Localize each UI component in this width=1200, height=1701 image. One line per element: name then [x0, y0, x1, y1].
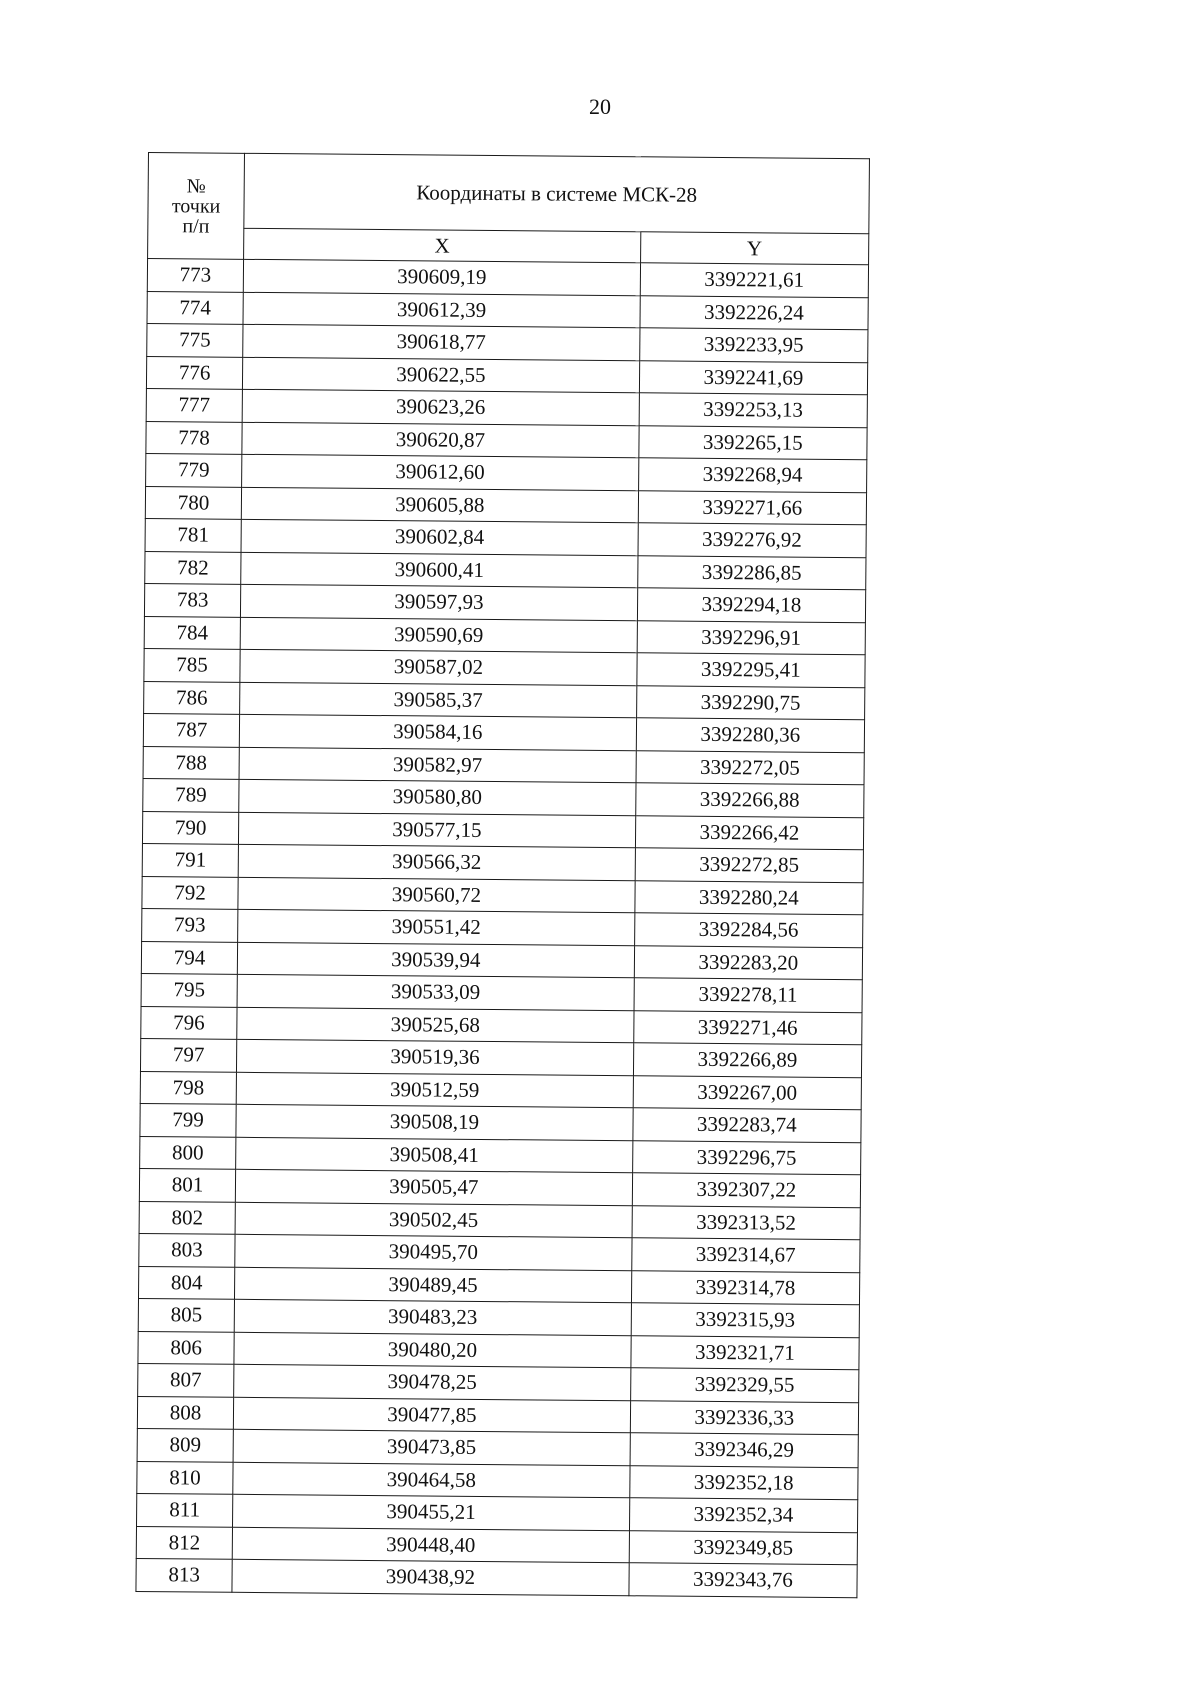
y-coordinate-cell: 3392329,55 — [630, 1368, 859, 1402]
point-number-header-line: № — [186, 174, 206, 198]
y-coordinate-cell: 3392283,74 — [633, 1108, 862, 1142]
point-number-cell: 797 — [140, 1038, 236, 1071]
x-coordinate-cell: 390519,36 — [237, 1039, 634, 1075]
point-number-cell: 807 — [138, 1363, 234, 1396]
y-coordinate-cell: 3392276,92 — [638, 523, 867, 557]
y-coordinate-cell: 3392278,11 — [634, 978, 863, 1012]
x-coordinate-cell: 390508,41 — [236, 1137, 633, 1173]
y-coordinate-cell: 3392296,75 — [632, 1140, 861, 1174]
y-coordinate-cell: 3392233,95 — [639, 328, 868, 362]
y-coordinate-cell: 3392272,85 — [635, 848, 864, 882]
y-coordinate-cell: 3392295,41 — [637, 653, 866, 687]
x-coordinate-cell: 390505,47 — [235, 1169, 632, 1205]
x-coordinate-cell: 390580,80 — [239, 779, 636, 815]
x-coordinate-cell: 390480,20 — [234, 1332, 631, 1368]
point-number-cell: 785 — [144, 648, 240, 681]
x-coordinate-cell: 390539,94 — [237, 942, 634, 978]
x-coordinate-cell: 390508,19 — [236, 1104, 633, 1140]
x-coordinate-cell: 390512,59 — [236, 1072, 633, 1108]
y-coordinate-cell: 3392280,24 — [635, 880, 864, 914]
point-number-cell: 791 — [142, 843, 238, 876]
point-number-cell: 783 — [144, 583, 240, 616]
point-number-cell: 788 — [143, 746, 239, 779]
y-coordinate-cell: 3392336,33 — [630, 1400, 859, 1434]
y-coordinate-cell: 3392272,05 — [636, 750, 865, 784]
x-coordinate-cell: 390584,16 — [239, 714, 636, 750]
y-coordinate-cell: 3392268,94 — [638, 458, 867, 492]
point-number-cell: 779 — [146, 453, 242, 486]
y-coordinate-cell: 3392313,52 — [632, 1205, 861, 1239]
coordinates-system-header: Координаты в системе МСК-28 — [244, 153, 870, 233]
x-coordinate-cell: 390560,72 — [238, 877, 635, 913]
point-number-cell: 782 — [145, 551, 241, 584]
y-coordinate-cell: 3392241,69 — [639, 360, 868, 394]
x-coordinate-cell: 390605,88 — [241, 487, 638, 523]
point-number-cell: 781 — [145, 518, 241, 551]
y-coordinate-cell: 3392343,76 — [629, 1563, 858, 1597]
y-coordinate-cell: 3392296,91 — [637, 620, 866, 654]
point-number-cell: 795 — [141, 973, 237, 1006]
x-coordinate-cell: 390590,69 — [240, 617, 637, 653]
page-number: 20 — [589, 94, 611, 119]
x-coordinate-cell: 390478,25 — [234, 1364, 631, 1400]
y-coordinate-cell: 3392349,85 — [629, 1530, 858, 1564]
point-number-cell: 802 — [139, 1201, 235, 1234]
x-coordinate-cell: 390448,40 — [232, 1527, 629, 1563]
point-number-cell: 780 — [145, 486, 241, 519]
x-coordinate-cell: 390489,45 — [235, 1267, 632, 1303]
point-number-cell: 773 — [147, 259, 243, 292]
point-number-cell: 774 — [147, 291, 243, 324]
point-number-cell: 804 — [138, 1266, 234, 1299]
point-number-cell: 786 — [144, 681, 240, 714]
y-coordinate-cell: 3392346,29 — [630, 1433, 859, 1467]
point-number-cell: 776 — [146, 356, 242, 389]
x-coordinate-cell: 390623,26 — [242, 389, 639, 425]
point-number-cell: 777 — [146, 388, 242, 421]
x-coordinate-cell: 390495,70 — [235, 1234, 632, 1270]
point-number-cell: 799 — [140, 1103, 236, 1136]
point-number-cell: 775 — [147, 323, 243, 356]
table-row — [136, 1558, 857, 1597]
x-coordinate-cell: 390483,23 — [234, 1299, 631, 1335]
y-coordinate-cell: 3392315,93 — [631, 1303, 860, 1337]
x-coordinate-cell: 390477,85 — [233, 1397, 630, 1433]
point-number-cell: 812 — [136, 1526, 232, 1559]
point-number-cell: 813 — [136, 1558, 232, 1591]
y-coordinate-cell: 3392307,22 — [632, 1173, 861, 1207]
x-coordinate-cell: 390473,85 — [233, 1429, 630, 1465]
x-coordinate-cell: 390587,02 — [240, 649, 637, 685]
point-number-cell: 787 — [143, 713, 239, 746]
y-coordinate-cell: 3392352,18 — [629, 1465, 858, 1499]
x-column-header: X — [244, 228, 641, 262]
y-coordinate-cell: 3392280,36 — [636, 718, 865, 752]
point-number-cell: 809 — [137, 1428, 233, 1461]
point-number-header — [148, 153, 245, 260]
y-coordinate-cell: 3392266,89 — [633, 1043, 862, 1077]
table-header — [148, 153, 870, 265]
point-number-cell: 806 — [138, 1331, 234, 1364]
x-coordinate-cell: 390525,68 — [237, 1007, 634, 1043]
point-number-cell: 796 — [141, 1006, 237, 1039]
y-coordinate-cell: 3392267,00 — [633, 1075, 862, 1109]
point-number-header-line: п/п — [182, 214, 210, 238]
point-number-cell: 798 — [140, 1071, 236, 1104]
x-coordinate-cell: 390618,77 — [243, 324, 640, 360]
y-coordinate-cell: 3392321,71 — [631, 1335, 860, 1369]
point-number-cell: 810 — [137, 1461, 233, 1494]
y-coordinate-cell: 3392284,56 — [634, 913, 863, 947]
x-coordinate-cell: 390464,58 — [233, 1462, 630, 1498]
x-coordinate-cell: 390620,87 — [242, 422, 639, 458]
point-number-cell: 808 — [137, 1396, 233, 1429]
x-coordinate-cell: 390502,45 — [235, 1202, 632, 1238]
x-coordinate-cell: 390577,15 — [239, 812, 636, 848]
y-coordinate-cell: 3392286,85 — [637, 555, 866, 589]
x-coordinate-cell: 390609,19 — [243, 259, 640, 295]
coordinates-table-container — [135, 152, 870, 1598]
x-coordinate-cell: 390622,55 — [243, 357, 640, 393]
y-coordinate-cell: 3392226,24 — [640, 295, 869, 329]
point-number-cell: 784 — [144, 616, 240, 649]
point-number-header-line: точки — [171, 194, 221, 218]
y-column-header: Y — [640, 232, 869, 265]
y-coordinate-cell: 3392253,13 — [639, 393, 868, 427]
x-coordinate-cell: 390585,37 — [240, 682, 637, 718]
y-coordinate-cell: 3392266,42 — [635, 815, 864, 849]
x-coordinate-cell: 390612,39 — [243, 292, 640, 328]
y-coordinate-cell: 3392314,78 — [631, 1270, 860, 1304]
y-coordinate-cell: 3392283,20 — [634, 945, 863, 979]
point-number-cell: 789 — [143, 778, 239, 811]
y-coordinate-cell: 3392221,61 — [640, 263, 869, 297]
table-body — [136, 259, 869, 1598]
x-coordinate-cell: 390612,60 — [242, 454, 639, 490]
point-number-cell: 805 — [138, 1298, 234, 1331]
x-coordinate-cell: 390438,92 — [232, 1559, 629, 1595]
y-coordinate-cell: 3392290,75 — [636, 685, 865, 719]
x-coordinate-cell: 390551,42 — [238, 909, 635, 945]
coordinates-table — [135, 152, 870, 1598]
y-coordinate-cell: 3392271,46 — [633, 1010, 862, 1044]
y-coordinate-cell: 3392294,18 — [637, 588, 866, 622]
x-coordinate-cell: 390597,93 — [241, 584, 638, 620]
point-number-cell: 803 — [139, 1233, 235, 1266]
y-coordinate-cell: 3392271,66 — [638, 490, 867, 524]
point-number-cell: 800 — [140, 1136, 236, 1169]
x-coordinate-cell: 390600,41 — [241, 552, 638, 588]
point-number-cell: 778 — [146, 421, 242, 454]
point-number-cell: 792 — [142, 876, 238, 909]
point-number-cell: 811 — [137, 1493, 233, 1526]
point-number-cell: 794 — [141, 941, 237, 974]
y-coordinate-cell: 3392266,88 — [635, 783, 864, 817]
y-coordinate-cell: 3392265,15 — [639, 425, 868, 459]
x-coordinate-cell: 390533,09 — [237, 974, 634, 1010]
point-number-cell: 801 — [139, 1168, 235, 1201]
x-coordinate-cell: 390566,32 — [238, 844, 635, 880]
x-coordinate-cell: 390582,97 — [239, 747, 636, 783]
y-coordinate-cell: 3392352,34 — [629, 1498, 858, 1532]
x-coordinate-cell: 390602,84 — [241, 519, 638, 555]
y-coordinate-cell: 3392314,67 — [631, 1238, 860, 1272]
point-number-cell: 790 — [142, 811, 238, 844]
x-coordinate-cell: 390455,21 — [233, 1494, 630, 1530]
point-number-cell: 793 — [142, 908, 238, 941]
